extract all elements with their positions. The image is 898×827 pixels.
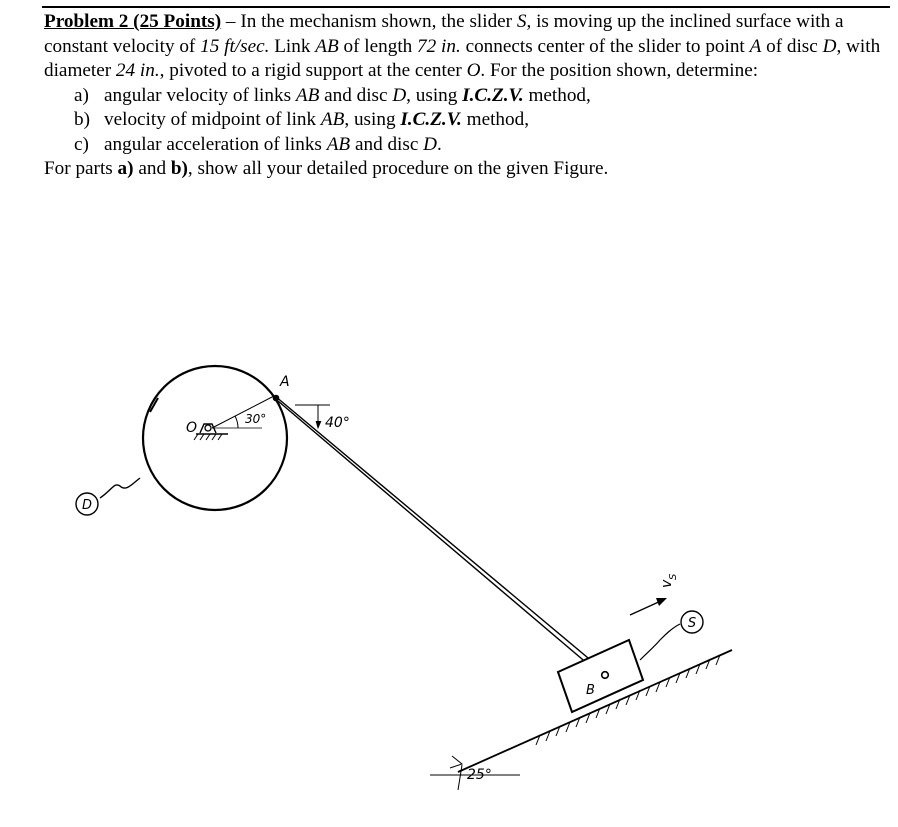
text: In the mechanism shown, the slider xyxy=(240,11,517,32)
text: , using xyxy=(406,84,463,106)
angle-disc-label: 30° xyxy=(245,412,267,426)
text: and disc xyxy=(350,133,424,155)
method: I.C.Z.V. xyxy=(400,109,462,130)
angle-incline-label: 25° xyxy=(467,767,492,783)
text: Link xyxy=(269,35,316,57)
text: , pivoted to a rigid support at the center xyxy=(159,60,467,81)
angle-arrow-link xyxy=(316,421,321,428)
ground-hatch xyxy=(194,434,222,440)
text: method, xyxy=(523,84,591,106)
text: , with diameter xyxy=(44,35,881,81)
slider-leader xyxy=(640,624,680,660)
angle-mark-incline xyxy=(458,765,462,790)
part-tag: a) xyxy=(74,84,89,106)
text: . For the position shown, determine: xyxy=(480,60,759,81)
point-a-label: A xyxy=(280,374,290,390)
pivot-pin xyxy=(205,425,211,431)
var: D xyxy=(423,133,438,155)
part-ref-b: b) xyxy=(170,158,188,179)
angle-arc-disc xyxy=(235,416,238,428)
velocity-label xyxy=(659,573,679,588)
var-d: D xyxy=(822,35,837,57)
var-o: O xyxy=(466,60,481,81)
problem-heading: Problem 2 (25 Points) xyxy=(44,11,222,32)
length-value: 72 in. xyxy=(417,35,461,57)
text: of disc xyxy=(761,35,823,57)
diameter-value: 24 in. xyxy=(115,60,160,81)
text: . xyxy=(437,133,442,155)
dash: – xyxy=(221,11,241,32)
disc-d xyxy=(143,366,287,510)
text: For parts xyxy=(44,158,118,179)
disc-label: D xyxy=(81,498,93,513)
text: of length xyxy=(338,35,418,57)
var: AB xyxy=(295,84,320,106)
part-ref-a: a) xyxy=(117,158,134,179)
point-b-label: B xyxy=(586,683,595,698)
text: and xyxy=(133,158,171,179)
link-ab-edge xyxy=(275,396,606,673)
velocity-subscript: S xyxy=(668,573,679,580)
text: , is moving up the inclined surface with a constant velocity of xyxy=(44,11,844,57)
text: angular acceleration of links xyxy=(104,133,327,155)
part-tag: c) xyxy=(74,133,89,155)
velocity-value: 15 ft/sec. xyxy=(200,35,270,57)
var-ab: AB xyxy=(315,35,339,57)
link-ab-edge xyxy=(278,401,602,676)
disc-leader xyxy=(100,478,140,498)
angle-link-label: 40° xyxy=(325,415,350,431)
velocity-symbol: v xyxy=(659,579,675,588)
text: , show all your detailed procedure on the given Figure. xyxy=(187,158,609,179)
var: AB xyxy=(326,133,351,155)
text: and disc xyxy=(319,84,393,106)
var: AB xyxy=(320,109,345,130)
text: , using xyxy=(344,109,401,130)
var-a: A xyxy=(749,35,762,57)
text: connects center of the slider to point xyxy=(460,35,750,57)
angle-arrow-incline xyxy=(450,756,462,768)
var: D xyxy=(392,84,407,106)
slider-s xyxy=(558,640,643,712)
var-s: S xyxy=(516,11,527,32)
text: angular velocity of links xyxy=(104,84,296,106)
center-label: O xyxy=(186,420,198,436)
part-tag: b) xyxy=(74,109,90,130)
velocity-arrowhead xyxy=(656,598,667,606)
text: method, xyxy=(461,109,529,130)
method: I.C.Z.V. xyxy=(462,84,524,106)
text: velocity of midpoint of link xyxy=(104,109,321,130)
slider-label: S xyxy=(687,616,697,631)
